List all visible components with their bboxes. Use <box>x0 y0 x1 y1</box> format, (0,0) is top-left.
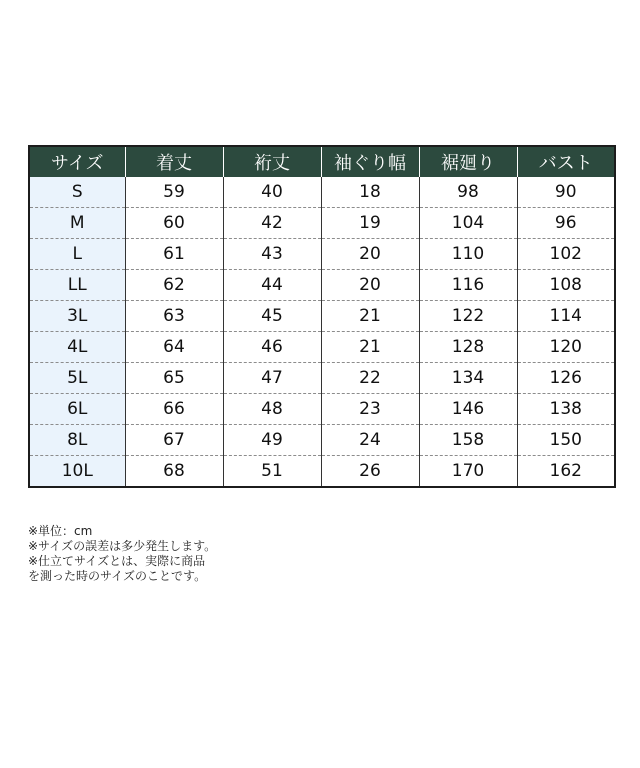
table-row <box>29 270 615 301</box>
cell-length: 60 <box>125 208 223 239</box>
cell-size: 5L <box>29 363 125 394</box>
header-length: 着丈 <box>125 146 223 177</box>
table-row <box>29 301 615 332</box>
cell-sleeve-length: 40 <box>223 177 321 208</box>
note-unit: ※単位：cm <box>28 524 93 538</box>
cell-size: M <box>29 208 125 239</box>
note-size-error: ※サイズの誤差は多少発生します。 <box>28 539 217 553</box>
cell-sleeve-length: 42 <box>223 208 321 239</box>
table-row <box>29 208 615 239</box>
cell-bust: 102 <box>517 239 615 270</box>
table-header-row <box>29 146 615 177</box>
cell-size: S <box>29 177 125 208</box>
cell-hem-circumference: 170 <box>419 456 517 488</box>
cell-length: 62 <box>125 270 223 301</box>
cell-size: L <box>29 239 125 270</box>
size-chart-table <box>28 145 616 488</box>
cell-length: 66 <box>125 394 223 425</box>
cell-length: 61 <box>125 239 223 270</box>
cell-bust: 120 <box>517 332 615 363</box>
cell-sleeve-length: 43 <box>223 239 321 270</box>
table-row <box>29 394 615 425</box>
header-size: サイズ <box>29 146 125 177</box>
cell-armhole-width: 21 <box>321 332 419 363</box>
cell-armhole-width: 19 <box>321 208 419 239</box>
cell-sleeve-length: 49 <box>223 425 321 456</box>
table-row <box>29 332 615 363</box>
cell-hem-circumference: 116 <box>419 270 517 301</box>
cell-hem-circumference: 134 <box>419 363 517 394</box>
cell-size: LL <box>29 270 125 301</box>
cell-sleeve-length: 47 <box>223 363 321 394</box>
cell-bust: 90 <box>517 177 615 208</box>
cell-hem-circumference: 104 <box>419 208 517 239</box>
cell-size: 8L <box>29 425 125 456</box>
cell-size: 3L <box>29 301 125 332</box>
cell-armhole-width: 21 <box>321 301 419 332</box>
cell-sleeve-length: 46 <box>223 332 321 363</box>
note-finished-size-1: ※仕立てサイズとは、実際に商品 <box>28 554 206 568</box>
cell-sleeve-length: 51 <box>223 456 321 488</box>
cell-armhole-width: 26 <box>321 456 419 488</box>
cell-sleeve-length: 48 <box>223 394 321 425</box>
cell-bust: 126 <box>517 363 615 394</box>
cell-size: 6L <box>29 394 125 425</box>
cell-hem-circumference: 122 <box>419 301 517 332</box>
cell-length: 68 <box>125 456 223 488</box>
table-row <box>29 456 615 488</box>
notes <box>28 524 216 584</box>
cell-sleeve-length: 45 <box>223 301 321 332</box>
header-armhole-width: 袖ぐり幅 <box>321 146 419 177</box>
cell-length: 63 <box>125 301 223 332</box>
cell-hem-circumference: 146 <box>419 394 517 425</box>
table-row <box>29 239 615 270</box>
table-row <box>29 177 615 208</box>
cell-length: 67 <box>125 425 223 456</box>
cell-hem-circumference: 98 <box>419 177 517 208</box>
cell-hem-circumference: 158 <box>419 425 517 456</box>
cell-hem-circumference: 128 <box>419 332 517 363</box>
cell-bust: 114 <box>517 301 615 332</box>
cell-armhole-width: 20 <box>321 239 419 270</box>
cell-sleeve-length: 44 <box>223 270 321 301</box>
header-bust: バスト <box>517 146 615 177</box>
note-finished-size-2: を測った時のサイズのことです。 <box>28 569 207 583</box>
cell-armhole-width: 22 <box>321 363 419 394</box>
cell-bust: 162 <box>517 456 615 488</box>
table-row <box>29 363 615 394</box>
cell-length: 64 <box>125 332 223 363</box>
cell-size: 10L <box>29 456 125 488</box>
header-hem-circumference: 裾廻り <box>419 146 517 177</box>
cell-armhole-width: 20 <box>321 270 419 301</box>
cell-bust: 138 <box>517 394 615 425</box>
cell-size: 4L <box>29 332 125 363</box>
header-sleeve-length: 裄丈 <box>223 146 321 177</box>
cell-armhole-width: 23 <box>321 394 419 425</box>
cell-length: 65 <box>125 363 223 394</box>
cell-hem-circumference: 110 <box>419 239 517 270</box>
cell-bust: 96 <box>517 208 615 239</box>
cell-armhole-width: 24 <box>321 425 419 456</box>
table-body <box>29 177 615 487</box>
cell-armhole-width: 18 <box>321 177 419 208</box>
cell-length: 59 <box>125 177 223 208</box>
cell-bust: 150 <box>517 425 615 456</box>
table-row <box>29 425 615 456</box>
cell-bust: 108 <box>517 270 615 301</box>
